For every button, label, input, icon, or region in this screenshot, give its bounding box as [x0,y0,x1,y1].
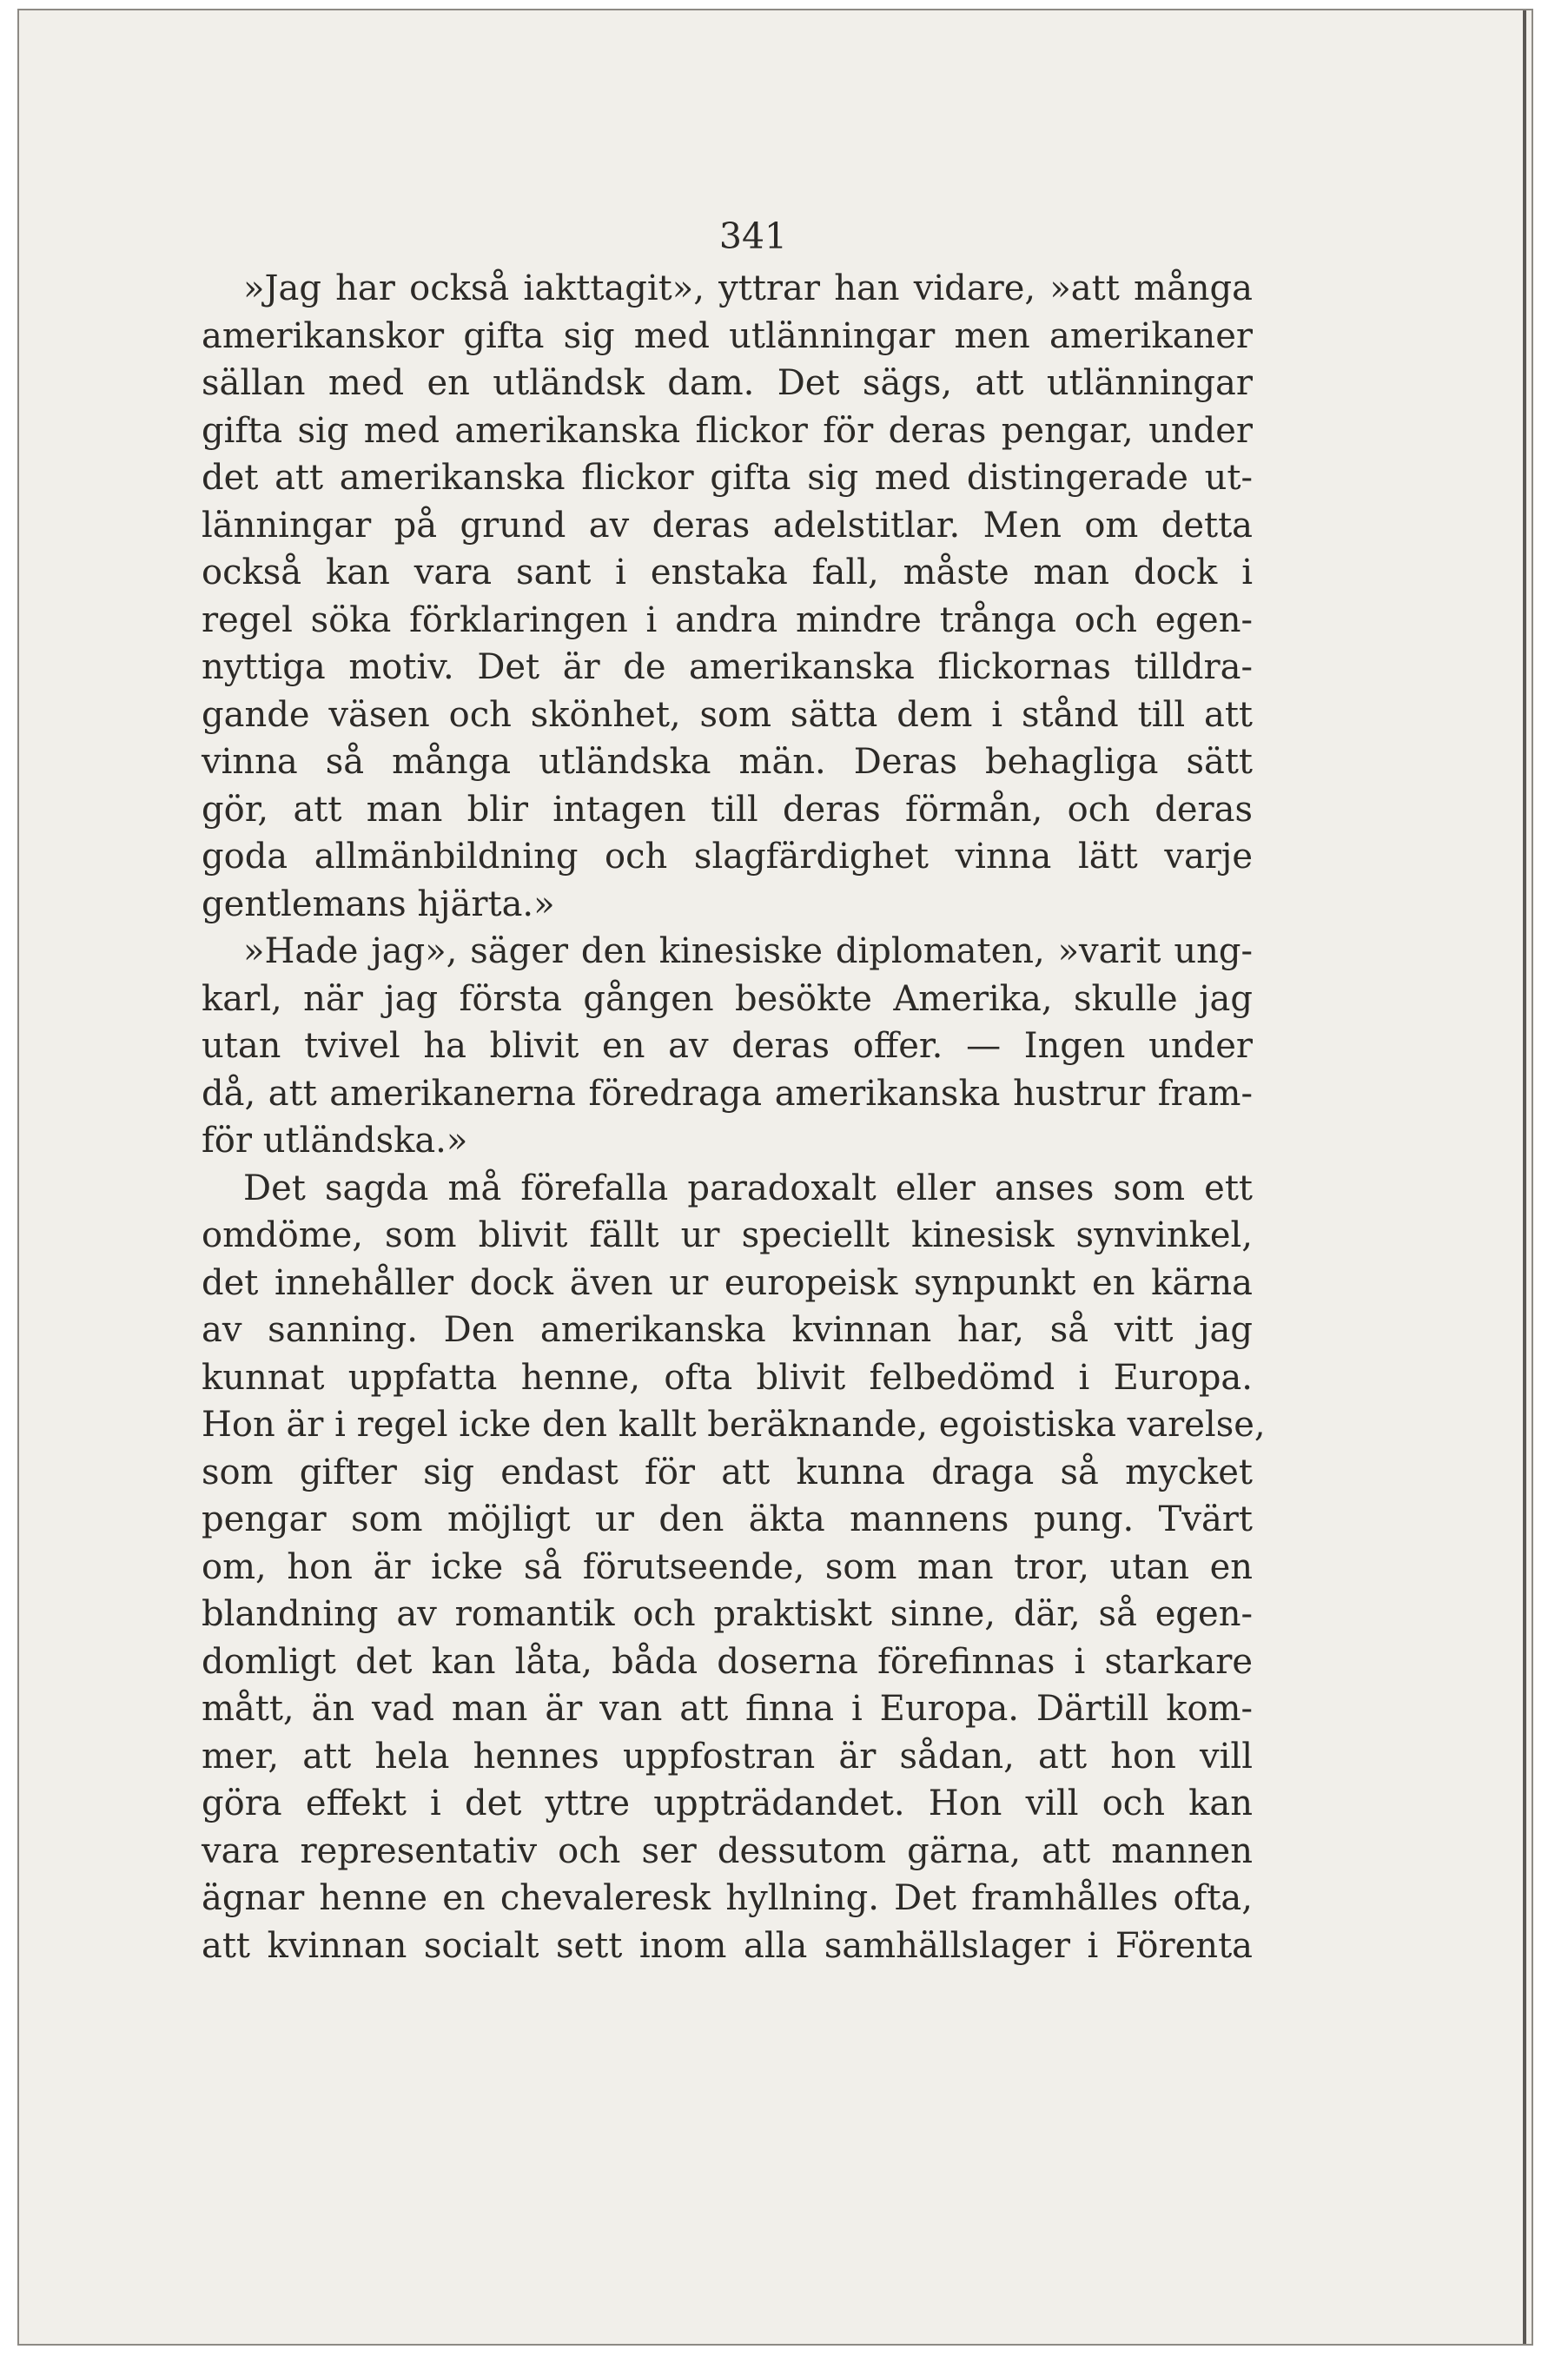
text-line: karl, när jag första gången besökte Amerika, skulle jag [202,978,1253,1019]
text-line: det innehåller dock även ur europeisk synpunkt en kärna [202,1262,1253,1303]
text-line: domligt det kan låta, båda doserna förefinnas i starkare [202,1641,1253,1682]
text-line: det att amerikanska flickor gifta sig med distingerade ut- [202,458,1253,498]
text-line: regel söka förklaringen i andra mindre trånga och egen- [202,599,1253,640]
text-line: omdöme, som blivit fällt ur speciellt kinesisk synvinkel, [202,1215,1253,1255]
text-line: utan tvivel ha blivit en av deras offer. — Ingen under [202,1026,1253,1066]
text-line: goda allmänbildning och slagfärdighet vinna lätt varje [202,837,1253,877]
text-line: vinna så många utländska män. Deras behagliga sätt [202,742,1253,782]
text-line: mer, att hela hennes uppfostran är sådan, att hon vill [202,1736,1253,1777]
text-line: nyttiga motiv. Det är de amerikanska flickornas tilldra- [202,647,1253,687]
text-line: amerikanskor gifta sig med utlänningar men amerikaner [202,315,1253,356]
text-line: gande väsen och skönhet, som sätta dem i stånd till att [202,694,1253,735]
text-line: om, hon är icke så förutseende, som man tror, utan en [202,1546,1253,1587]
text-line: vara representativ och ser dessutom gärna, att mannen [202,1830,1253,1871]
text-line: länningar på grund av deras adelstitlar. Men om detta [202,505,1253,546]
text-line: »Hade jag», säger den kinesiske diplomaten, »varit ung- [243,931,1253,971]
text-line: blandning av romantik och praktiskt sinne, där, så egen- [202,1594,1253,1634]
text-line: gentlemans hjärta.» [202,884,555,924]
text-line: också kan vara sant i enstaka fall, måste man dock i [202,553,1253,592]
page-number: 341 [718,215,788,257]
text-line: för utländska.» [202,1121,468,1161]
text-line: gifta sig med amerikanska flickor för deras pengar, under [202,410,1253,451]
text-line: Hon är i regel icke den kallt beräknande, egoistiska varelse, [202,1405,1266,1445]
text-line: göra effekt i det yttre uppträdandet. Hon vill och kan [202,1784,1253,1823]
text-line: ägnar henne en chevaleresk hyllning. Det framhålles ofta, [202,1878,1253,1918]
text-line: Det sagda må förefalla paradoxalt eller anses som ett [243,1168,1253,1208]
page-text [202,215,1266,1969]
scanned-page [17,9,1533,2346]
text-line: pengar som möjligt ur den äkta mannens pung. Tvärt [202,1499,1253,1539]
text-line: av sanning. Den amerikanska kvinnan har, så vitt jag [202,1310,1253,1350]
text-line: kunnat uppfatta henne, ofta blivit felbedömd i Europa. [202,1357,1253,1398]
text-line: gör, att man blir intagen till deras förmån, och deras [202,789,1253,830]
text-line: sällan med en utländsk dam. Det sägs, att utlänningar [202,363,1253,403]
text-line: att kvinnan socialt sett inom alla samhällslager i Förenta [202,1925,1253,1966]
text-line: som gifter sig endast för att kunna draga så mycket [202,1452,1253,1492]
text-line: då, att amerikanerna föredraga amerikanska hustrur fram- [202,1073,1253,1114]
text-line: »Jag har också iakttagit», yttrar han vidare, »att många [243,268,1253,308]
text-line: mått, än vad man är van att finna i Europa. Därtill kom- [202,1689,1253,1729]
